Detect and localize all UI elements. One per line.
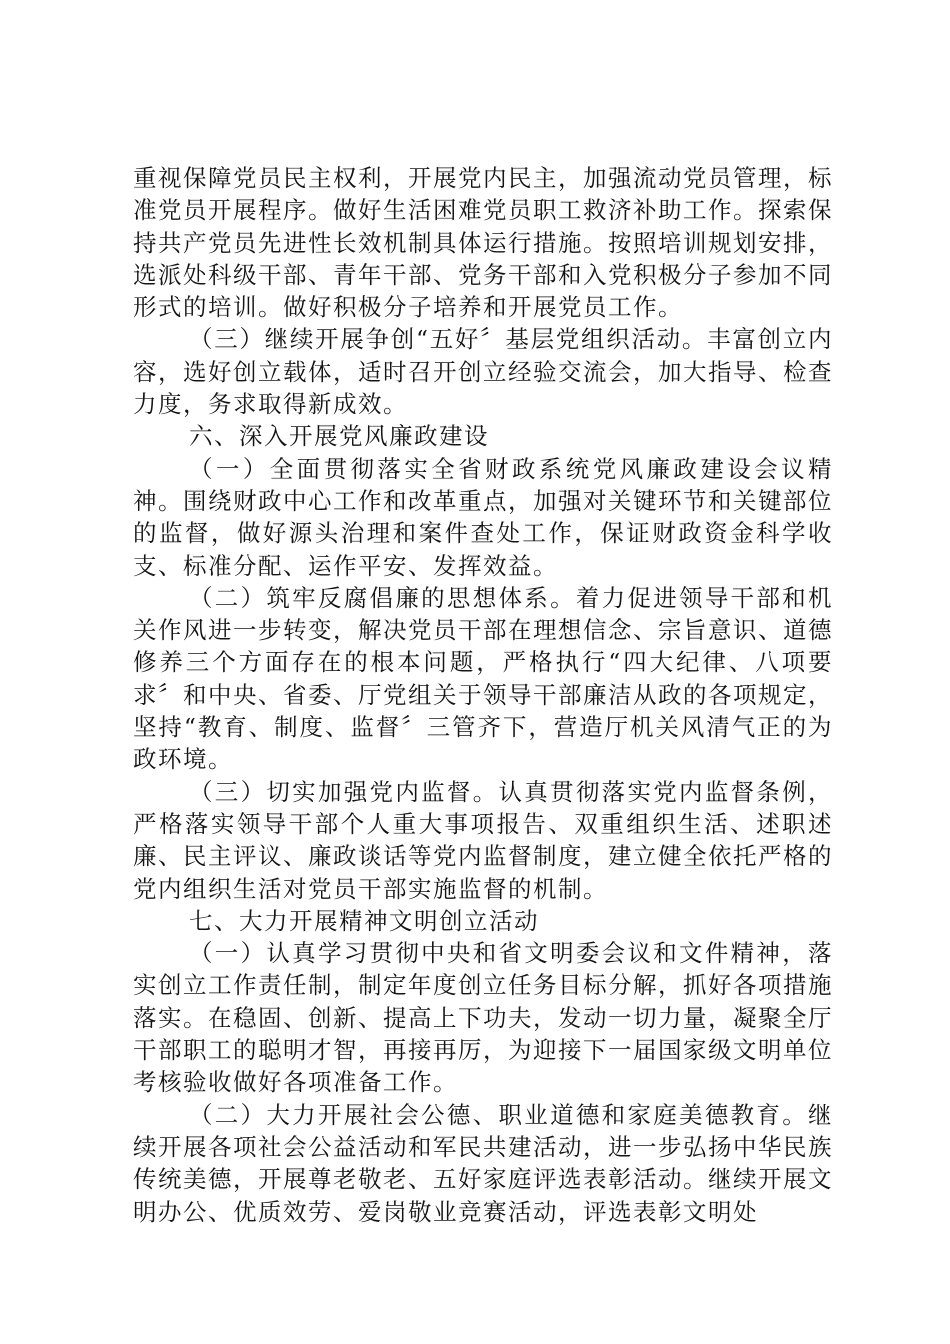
paragraph-anti-corruption-system: （二）筑牢反腐倡廉的思想体系。着力促进领导干部和机关作风进一步转变，解决党员干部在理想信念、宗旨意识、道德修养三个方面存在的根本问题，严格执行“四大纪律、八项要求〞和中央、省委、厅党组关于领导干部廉洁从政的各项规定，坚持“教育、制度、监督〞三管齐下，营造厅机关风清气正的为政环境。	[133, 583, 833, 774]
paragraph-internal-supervision: （三）切实加强党内监督。认真贯彻落实党内监督条例，严格落实领导干部个人重大事项报告、双重组织生活、述职述廉、民主评议、廉政谈话等党内监督制度，建立健全依托严格的党内组织生活对党员干部实施监督的机制。	[133, 777, 833, 903]
document-body	[133, 162, 833, 1228]
paragraph-morality-education: （二）大力开展社会公德、职业道德和家庭美德教育。继续开展各项社会公益活动和军民共建活动，进一步弘扬中华民族传统美德，开展尊老敬老、五好家庭评选表彰活动。继续开展文明办公、优质效劳、爱岗敬业竞赛活动，评选表彰文明处	[133, 1100, 833, 1226]
paragraph-five-good-organizations: （三）继续开展争创“五好〞基层党组织活动。丰富创立内容，选好创立载体，适时召开创立经验交流会，加大指导、检查力度，务求取得新成效。	[133, 325, 833, 419]
section-heading-anti-corruption: 六、深入开展党风廉政建设	[189, 422, 489, 451]
paragraph-implement-meeting-spirit: （一）全面贯彻落实全省财政系统党风廉政建设会议精神。围绕财政中心工作和改革重点，加强对关键环节和关键部位的监督，做好源头治理和案件查处工作，保证财政资金科学收支、标准分配、运作平安、发挥效益。	[133, 454, 833, 580]
section-heading-civilization-activities: 七、大力开展精神文明创立活动	[189, 906, 539, 935]
paragraph-party-member-management: 重视保障党员民主权利，开展党内民主，加强流动党员管理，标准党员开展程序。做好生活困难党员职工救济补助工作。探索保持共产党员先进性长效机制具体运行措施。按照培训规划安排，选派处科级干部、青年干部、党务干部和入党积极分子参加不同形式的培训。做好积极分子培养和开展党员工作。	[133, 164, 833, 322]
paragraph-civilization-committee: （一）认真学习贯彻中央和省文明委会议和文件精神，落实创立工作责任制，制定年度创立任务目标分解，抓好各项措施落实。在稳固、创新、提高上下功夫，发动一切力量，凝聚全厅干部职工的聪明才智，再接再厉，为迎接下一届国家级文明单位考核验收做好各项准备工作。	[133, 939, 833, 1097]
